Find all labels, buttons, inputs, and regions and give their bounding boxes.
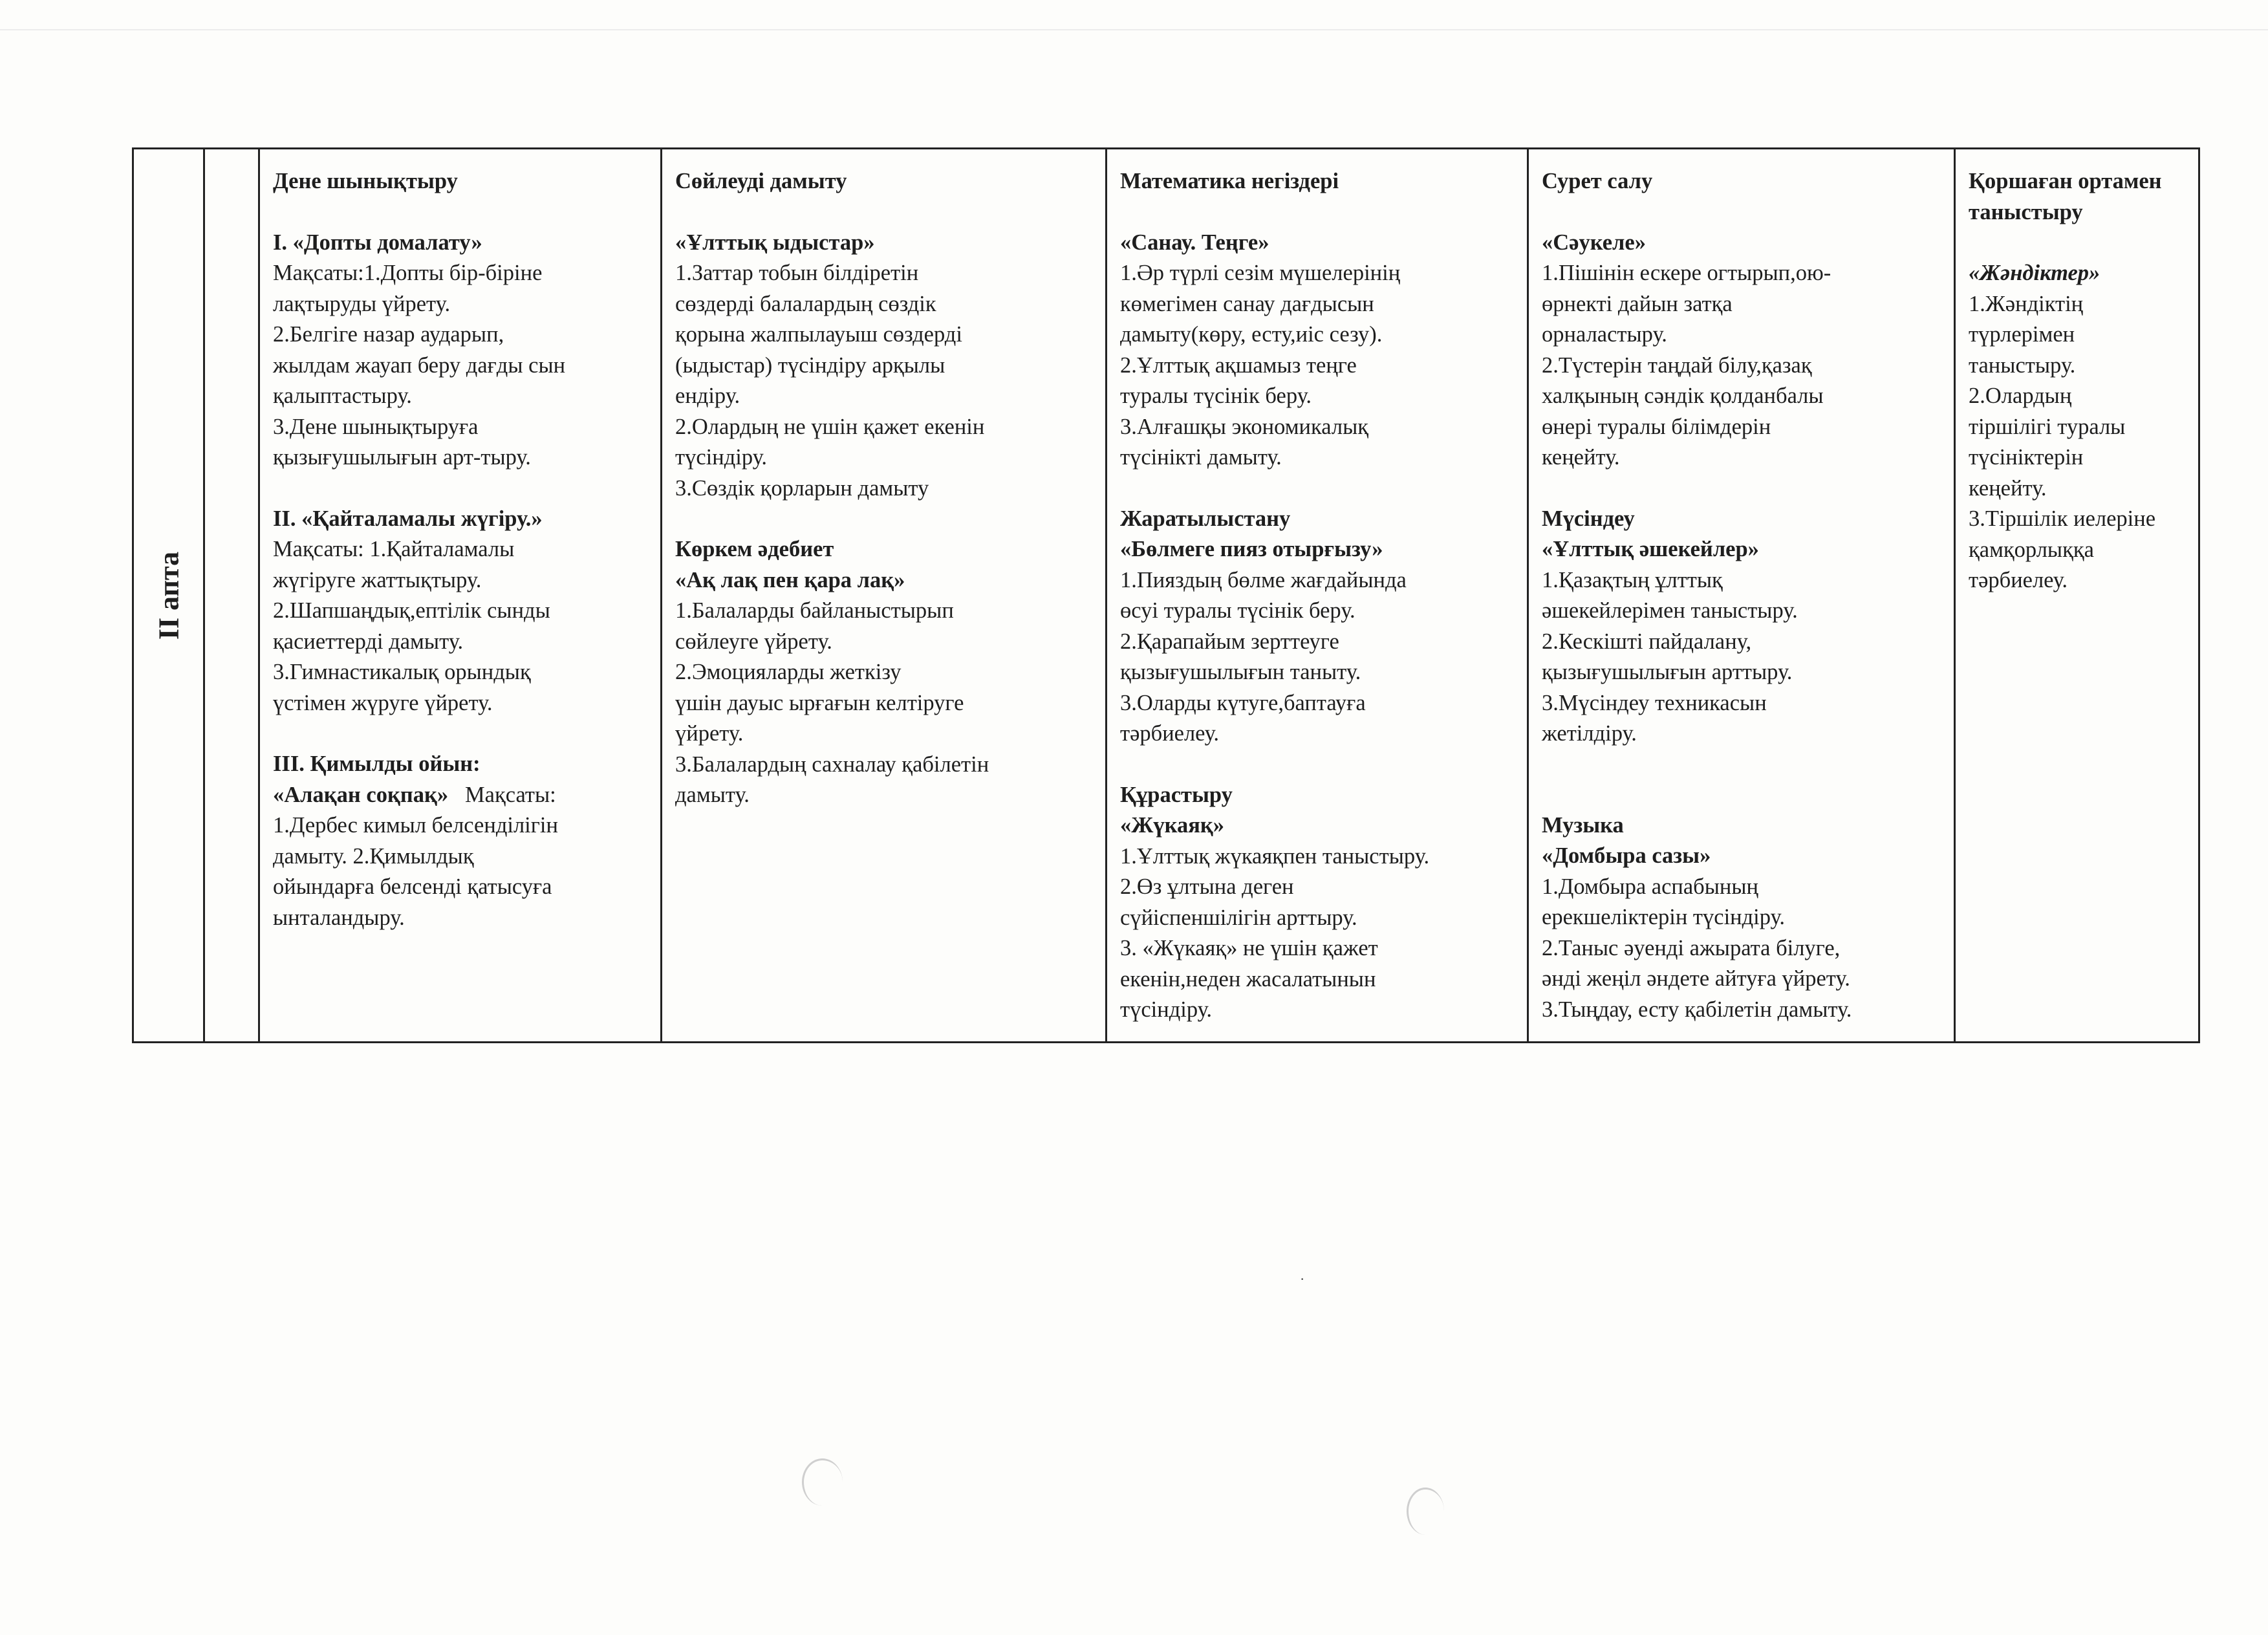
body-line xyxy=(1542,258,1941,289)
body-line xyxy=(675,596,1092,627)
line-text: ендіру. xyxy=(675,384,740,408)
body-line xyxy=(1542,351,1941,382)
scan-top-edge xyxy=(0,29,2268,30)
body-line xyxy=(1120,258,1514,289)
column-title: Математика негіздері xyxy=(1120,169,1339,193)
spacer xyxy=(1542,750,1941,780)
line-text: 1.Заттар тобын білдіретін xyxy=(675,261,919,285)
body-line xyxy=(1120,964,1514,995)
body-line xyxy=(1120,719,1514,750)
spacer xyxy=(1120,197,1514,228)
body-line xyxy=(1542,596,1941,627)
line-text: түсініктерін xyxy=(1969,445,2084,470)
line-text: қызығушылығын арттыру. xyxy=(1542,660,1793,684)
body-line xyxy=(1120,627,1514,658)
line-text: жетілдіру. xyxy=(1542,721,1637,746)
body-line xyxy=(273,381,647,412)
line-text: орналастыру. xyxy=(1542,322,1667,347)
line-text: 1.Дербес кимыл белсенділігін xyxy=(273,813,558,838)
line-text: 1.Пішінін ескере огтырып,ою- xyxy=(1542,261,1831,285)
line-text: «Санау. Теңге» xyxy=(1120,230,1269,255)
subject-cell-mathematics xyxy=(1107,149,1528,1043)
line-text: 3. «Жүкаяқ» не үшін қажет xyxy=(1120,936,1378,960)
section-heading xyxy=(1969,258,2185,289)
line-text: екенін,неден жасалатынын xyxy=(1120,966,1376,991)
line-text: қорына жалпылауыш сөздерді xyxy=(675,322,962,347)
body-line xyxy=(1542,995,1941,1026)
line-text: (ыдыстар) түсіндіру арқылы xyxy=(675,352,945,378)
spacer xyxy=(273,719,647,749)
scan-speck: · xyxy=(1300,1271,1305,1287)
body-line xyxy=(273,565,647,596)
body-line xyxy=(273,258,647,289)
body-line xyxy=(675,442,1092,473)
line-text: 3.Балалардың сахналау қабілетін xyxy=(675,752,989,777)
body-line xyxy=(1542,565,1941,596)
subject-cell-speech-development xyxy=(662,149,1107,1043)
line-text: «Бөлмеге пияз отырғызу» xyxy=(1120,537,1383,561)
line-text: III. Қимылды ойын: xyxy=(273,752,481,776)
body-line xyxy=(1120,688,1514,719)
line-text: Жаратылыстану xyxy=(1120,506,1291,531)
line-text: 2.Өз ұлтына деген xyxy=(1120,874,1294,899)
body-line xyxy=(675,351,1092,382)
line-text: ойындарға белсенді қатысуға xyxy=(273,874,552,899)
body-line xyxy=(1542,627,1941,658)
line-text: түсінікті дамыту. xyxy=(1120,445,1282,470)
line-text: қамқорлыққа xyxy=(1969,537,2094,562)
section-heading xyxy=(1120,228,1514,259)
line-text: «Ұлттық ыдыстар» xyxy=(675,230,875,255)
line-text: жүгіруге жаттықтыру. xyxy=(273,567,482,592)
line-text: үстімен жүруге үйрету. xyxy=(273,690,493,715)
week-cell xyxy=(133,149,204,1043)
lesson-plan-table xyxy=(132,147,2200,1043)
line-text: Мақсаты:1.Допты бір-біріне xyxy=(273,261,543,285)
spacer xyxy=(273,197,647,228)
body-line xyxy=(675,381,1092,412)
line-text: дамыту. xyxy=(675,783,750,807)
body-line xyxy=(1542,442,1941,473)
body-line xyxy=(1969,565,2185,596)
body-line xyxy=(675,319,1092,351)
line-text: «Сәукеле» xyxy=(1542,230,1646,255)
body-line xyxy=(1969,319,2185,351)
body-line xyxy=(1969,289,2185,320)
scan-mark xyxy=(1407,1488,1444,1535)
line-text: 2.Қарапайым зерттеуге xyxy=(1120,629,1339,654)
line-text: тіршілігі туралы xyxy=(1969,414,2126,439)
line-text: халқының сәндік қолданбалы xyxy=(1542,384,1824,408)
line-text: ынталандыру. xyxy=(273,905,405,930)
line-text: 3.Алғашқы экономикалық xyxy=(1120,414,1369,439)
body-line xyxy=(1120,872,1514,903)
column-title: Қоршаған ортамен таныстыру xyxy=(1969,169,2162,224)
line-text: әнді жеңіл әндете айтуға үйрету. xyxy=(1542,966,1850,991)
subject-cell-drawing xyxy=(1528,149,1955,1043)
body-line xyxy=(1542,902,1941,933)
body-line xyxy=(1542,688,1941,719)
body-line xyxy=(1969,535,2185,566)
body-line xyxy=(675,627,1092,658)
line-text: кеңейту. xyxy=(1969,475,2047,501)
body-line xyxy=(1542,719,1941,750)
spacer xyxy=(675,197,1092,228)
line-text: 1.Ұлттық жүкаяқпен таныстыру. xyxy=(1120,843,1430,869)
line-text: «Алақан соқпақ» xyxy=(273,782,449,807)
body-line xyxy=(273,442,647,473)
body-line xyxy=(1120,995,1514,1026)
body-line xyxy=(273,627,647,658)
section-heading xyxy=(1120,534,1514,565)
body-line xyxy=(1120,933,1514,964)
line-text: қызығушылығын таныту. xyxy=(1120,660,1361,684)
line-text: 1.Балаларды байланыстырып xyxy=(675,598,954,623)
line-text: 3.Тіршілік иелеріне xyxy=(1969,506,2156,531)
body-line xyxy=(1120,412,1514,443)
body-line xyxy=(273,841,647,872)
section-heading xyxy=(1120,780,1514,811)
section-heading xyxy=(675,228,1092,259)
line-text: Құрастыру xyxy=(1120,782,1233,807)
scan-mark xyxy=(802,1458,843,1506)
body-line xyxy=(273,657,647,688)
body-line xyxy=(1542,872,1941,903)
section-heading xyxy=(1120,810,1514,841)
section-heading xyxy=(1120,504,1514,535)
line-text: әшекейлерімен таныстыру. xyxy=(1542,598,1798,623)
body-line xyxy=(273,289,647,320)
line-text: 1.Қазақтың ұлттық xyxy=(1542,567,1723,592)
spacer xyxy=(1542,473,1941,504)
body-line xyxy=(273,351,647,382)
line-text: 1.Жәндіктің xyxy=(1969,291,2084,316)
line-text: 2.Кескішті пайдалану, xyxy=(1542,629,1752,654)
body-line xyxy=(675,412,1092,443)
section-heading xyxy=(1542,534,1941,565)
spacer xyxy=(1120,473,1514,504)
body-line xyxy=(273,412,647,443)
line-text: 3.Гимнастикалық орындық xyxy=(273,660,531,684)
section-heading xyxy=(675,534,1092,565)
line-text: 3.Мүсіндеу техникасын xyxy=(1542,690,1767,715)
body-line xyxy=(1542,381,1941,412)
line-text: 3.Сөздік қорларын дамыту xyxy=(675,475,929,501)
section-heading xyxy=(1542,228,1941,259)
line-text: 1.Пияздың бөлме жағдайында xyxy=(1120,567,1407,592)
body-line xyxy=(273,810,647,841)
line-text: түсіндіру. xyxy=(1120,997,1213,1022)
line-text: «Жәндіктер» xyxy=(1969,261,2101,285)
line-text: Музыка xyxy=(1542,812,1624,838)
line-text: дамыту. 2.Қимылдық xyxy=(273,843,474,869)
line-text: тәрбиелеу. xyxy=(1969,568,2068,592)
line-text: дамыту(көру, есту,иіс сезу). xyxy=(1120,322,1383,347)
body-line xyxy=(1120,319,1514,351)
body-line xyxy=(1969,351,2185,382)
column-title: Дене шынықтыру xyxy=(273,169,458,193)
line-text: Мүсіндеу xyxy=(1542,506,1635,531)
section-heading xyxy=(273,749,647,780)
subject-cell-physical-education xyxy=(259,149,662,1043)
body-line xyxy=(273,688,647,719)
line-text: көмегімен санау дағдысын xyxy=(1120,291,1374,316)
line-text: 2.Эмоцияларды жеткізу xyxy=(675,660,902,684)
line-text: жылдам жауап беру дағды сын xyxy=(273,352,566,378)
subject-cell-environment xyxy=(1955,149,2199,1043)
line-text: «Домбыра сазы» xyxy=(1542,843,1711,868)
body-line xyxy=(1969,442,2185,473)
line-text: үйрету. xyxy=(675,721,744,746)
line-text: лақтыруды үйрету. xyxy=(273,291,451,316)
body-line xyxy=(273,596,647,627)
column-title: Сурет салу xyxy=(1542,169,1653,193)
section-heading xyxy=(1542,841,1941,872)
body-line xyxy=(1120,903,1514,934)
body-line xyxy=(273,534,647,565)
line-text: қызығушылығын арт-тыру. xyxy=(273,445,531,470)
line-text: өнері туралы білімдерін xyxy=(1542,414,1771,439)
body-line xyxy=(1969,412,2185,443)
week-row xyxy=(133,149,2199,1043)
body-line xyxy=(1542,933,1941,964)
body-line xyxy=(675,750,1092,781)
body-line xyxy=(1542,657,1941,688)
line-text: Мақсаты: 1.Қайталамалы xyxy=(273,537,515,561)
line-text: 1.Домбыра аспабының xyxy=(1542,874,1758,899)
line-text: 2.Олардың xyxy=(1969,384,2072,408)
line-text: 3.Дене шынықтыруға xyxy=(273,414,479,439)
spacer xyxy=(1969,228,2185,258)
section-heading xyxy=(273,228,647,259)
body-line xyxy=(1969,504,2185,535)
line-text: 3.Тыңдау, есту қабілетін дамыту. xyxy=(1542,997,1852,1022)
body-line xyxy=(273,903,647,934)
body-line xyxy=(675,719,1092,750)
column-title: Сөйлеуді дамыту xyxy=(675,169,847,193)
line-text: 2.Шапшаңдық,ептілік сынды xyxy=(273,598,550,623)
line-text: 2.Таныс әуенді ажырата білуге, xyxy=(1542,935,1841,960)
body-line xyxy=(1542,964,1941,995)
body-line xyxy=(1120,657,1514,688)
section-heading xyxy=(273,504,647,535)
line-tail: Мақсаты: xyxy=(448,782,556,807)
line-text: үшін дауыс ырғағын келтіруге xyxy=(675,690,964,715)
spacer xyxy=(1120,750,1514,780)
spacer xyxy=(675,504,1092,534)
line-text: қалыптастыру. xyxy=(273,384,412,408)
body-line xyxy=(675,473,1092,504)
line-text: I. «Допты домалату» xyxy=(273,230,482,255)
line-text: 2.Ұлттық ақшамыз теңге xyxy=(1120,352,1357,378)
body-line xyxy=(1969,381,2185,412)
body-line xyxy=(1542,289,1941,320)
spacer xyxy=(1542,780,1941,810)
line-text: сөйлеуге үйрету. xyxy=(675,629,832,654)
body-line xyxy=(273,872,647,903)
line-text: таныстыру. xyxy=(1969,352,2076,378)
body-line xyxy=(1120,351,1514,382)
body-line xyxy=(675,688,1092,719)
line-text: «Ақ лақ пен қара лақ» xyxy=(675,567,905,592)
body-line xyxy=(1120,289,1514,320)
body-line xyxy=(1120,565,1514,596)
line-text: 3.Оларды күтуге,баптауға xyxy=(1120,690,1366,715)
line-text: 2.Олардың не үшін қажет екенін xyxy=(675,414,985,439)
blank-cell xyxy=(204,149,259,1043)
body-line xyxy=(1120,381,1514,412)
body-line xyxy=(675,657,1092,688)
body-line xyxy=(1542,412,1941,443)
spacer xyxy=(1542,197,1941,228)
body-line xyxy=(675,289,1092,320)
line-text: 2.Түстерін таңдай білу,қазақ xyxy=(1542,352,1812,378)
week-label: II апта xyxy=(153,551,184,640)
section-heading xyxy=(1542,810,1941,841)
line-text: қасиеттерді дамыту. xyxy=(273,629,464,654)
section-heading xyxy=(675,565,1092,596)
line-text: 1.Әр түрлі сезім мүшелерінің xyxy=(1120,261,1401,285)
line-text: 2.Белгіге назар аударып, xyxy=(273,322,504,347)
line-text: сүйіспеншілігін арттыру. xyxy=(1120,905,1357,930)
section-heading xyxy=(273,780,647,811)
line-text: «Жүкаяқ» xyxy=(1120,813,1225,838)
line-text: түрлерімен xyxy=(1969,322,2075,347)
line-text: ерекшеліктерін түсіндіру. xyxy=(1542,905,1785,929)
body-line xyxy=(1120,596,1514,627)
line-text: түсіндіру. xyxy=(675,445,768,470)
section-heading xyxy=(1542,504,1941,535)
body-line xyxy=(273,319,647,351)
body-line xyxy=(1542,319,1941,351)
line-text: туралы түсінік беру. xyxy=(1120,384,1312,408)
line-text: өсуі туралы түсінік беру. xyxy=(1120,598,1355,623)
body-line xyxy=(1120,841,1514,872)
line-text: «Ұлттық әшекейлер» xyxy=(1542,537,1759,561)
body-line xyxy=(1969,473,2185,504)
line-text: II. «Қайталамалы жүгіру.» xyxy=(273,506,543,531)
line-text: өрнекті дайын затқа xyxy=(1542,291,1733,316)
body-line xyxy=(675,780,1092,811)
line-text: тәрбиелеу. xyxy=(1120,721,1220,746)
line-text: сөздерді балалардың сөздік xyxy=(675,291,936,316)
spacer xyxy=(273,473,647,504)
line-text: Көркем әдебиет xyxy=(675,537,834,561)
line-text: кеңейту. xyxy=(1542,445,1620,470)
body-line xyxy=(675,258,1092,289)
body-line xyxy=(1120,442,1514,473)
